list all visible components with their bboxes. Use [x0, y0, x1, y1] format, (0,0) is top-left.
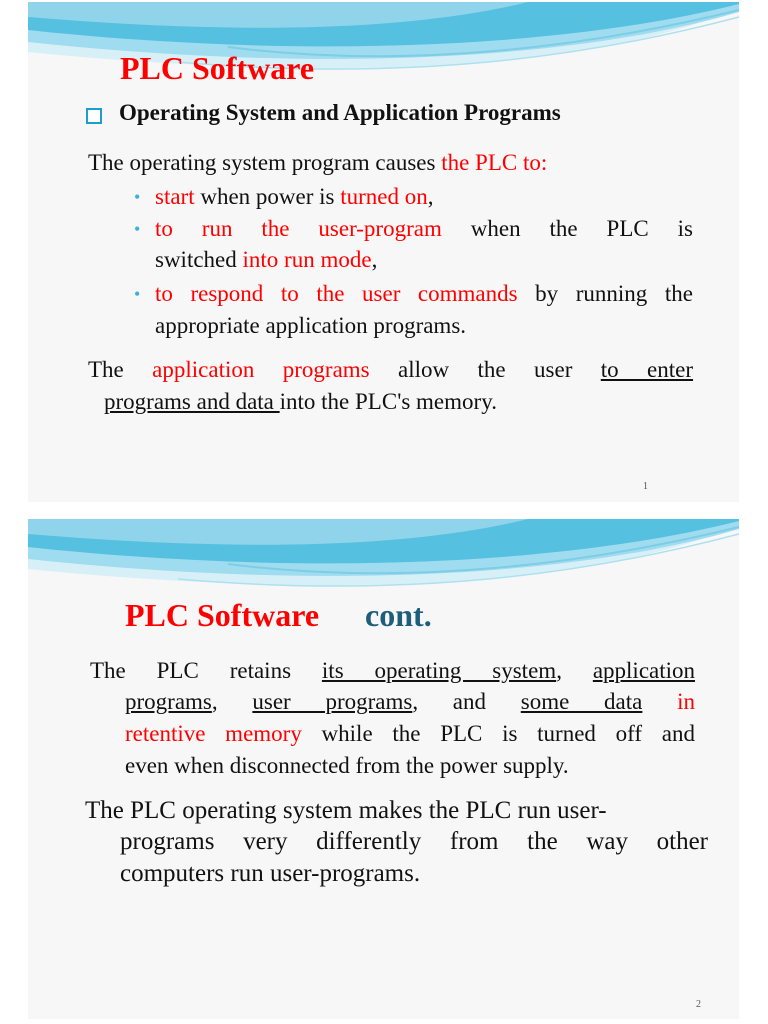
closing-line-1: The application programs allow the user to enter — [88, 357, 694, 382]
closing-line-2: programs and data into the PLC's memory. — [104, 389, 497, 414]
page-number: 2 — [696, 999, 701, 1010]
bullet-item-3-line-1: to respond to the user commands by running the — [155, 281, 693, 306]
slide-1 — [28, 2, 739, 502]
subheading: Operating System and Application Programs — [119, 100, 561, 125]
bullet-dot-icon: • — [134, 219, 141, 239]
para-1-line-3: retentive memory while the PLC is turned off and — [125, 721, 695, 746]
bullet-item-2-line-2: switched into run mode, — [155, 247, 378, 272]
para-1-line-4: even when disconnected from the power supply. — [125, 753, 569, 778]
bullet-item-2-line-1: to run the user-program when the PLC is — [155, 216, 693, 241]
slide-title: PLC Software — [120, 50, 315, 86]
para-2-line-1: The PLC operating system makes the PLC run user- — [85, 797, 607, 824]
bullet-dot-icon: • — [134, 187, 141, 207]
para-2-line-2: programs very differently from the way other — [120, 828, 708, 855]
page-number: 1 — [643, 481, 648, 492]
title-suffix: cont. — [365, 597, 432, 633]
para-1-line-1: The PLC retains its operating system, application — [90, 658, 696, 683]
para-2-line-3: computers run user-programs. — [120, 860, 421, 887]
bullet-item-1: start when power is turned on, — [155, 184, 434, 209]
slide-2 — [28, 519, 739, 1019]
intro-line: The operating system program causes the PLC to: — [88, 150, 548, 175]
para-1-line-2: programs, user programs, and some data in — [125, 689, 696, 714]
slide-title: PLC Software cont. — [125, 597, 432, 633]
bullet-dot-icon: • — [134, 284, 141, 304]
bullet-item-3-line-2: appropriate application programs. — [155, 313, 467, 338]
checkbox-bullet-icon — [86, 108, 102, 124]
